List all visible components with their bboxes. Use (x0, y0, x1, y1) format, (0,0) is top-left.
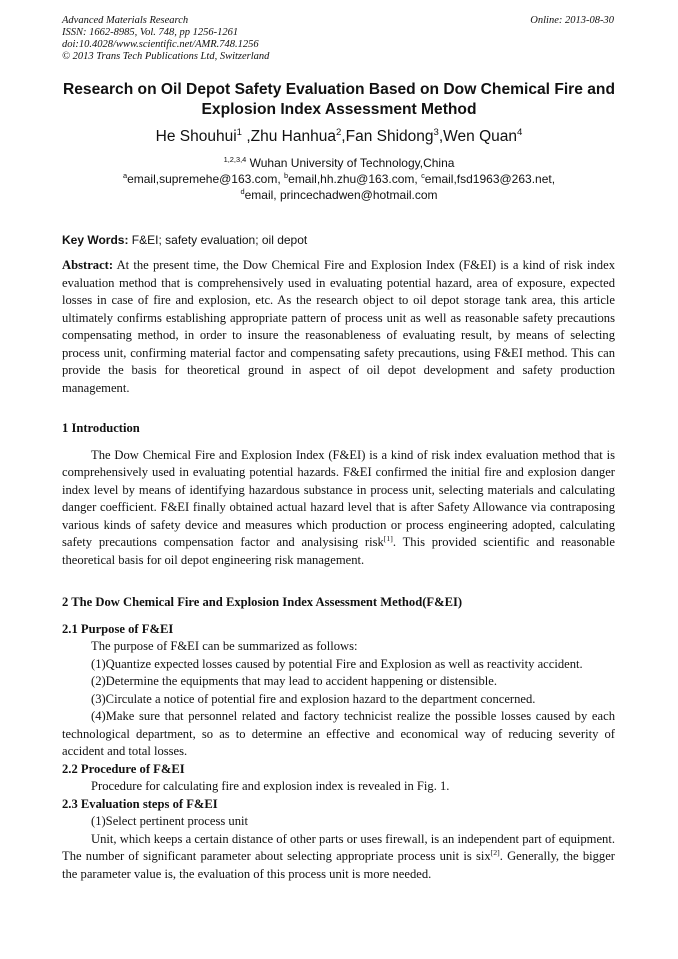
section-introduction (62, 420, 615, 569)
copyright-line: © 2013 Trans Tech Publications Ltd, Switzerland (62, 51, 270, 62)
email-c: email,fsd1963@263.net, (424, 172, 556, 186)
affiliation-block (62, 155, 616, 203)
section-heading: 2 The Dow Chemical Fire and Explosion Index Assessment Method(F&EI) (62, 595, 463, 609)
email-a: email,supremehe@163.com, (127, 172, 284, 186)
paragraph (62, 447, 615, 570)
paragraph-text: . This provided scientific and reasonable theoretical basis for oil depot engineering risk management. (62, 535, 615, 567)
paragraph-text: Unit, which keeps a certain distance of other parts or uses firewall, is an independent part of equipment. The number of significant parameter about selecting appropriate process unit is six (62, 831, 615, 863)
author-sup: 3 (433, 126, 439, 138)
list-item: (3)Circulate a notice of potential fire and explosion hazard to the department concerned. (91, 691, 536, 706)
author-name: ,Fan Shidong (341, 128, 434, 145)
doi-line: doi:10.4028/www.scientific.net/AMR.748.1256 (62, 39, 259, 50)
affiliation-text: Wuhan University of Technology,China (246, 156, 455, 170)
subsection-heading: 2.2 Procedure of F&EI (62, 761, 185, 776)
journal-header (62, 15, 269, 63)
citation: [1] (383, 533, 393, 543)
paper-title: Research on Oil Depot Safety Evaluation Based on Dow Chemical Fire and Explosion Index Assessment Method (63, 81, 615, 118)
section-method (62, 594, 615, 883)
keywords-label: Key Words: (62, 233, 129, 247)
email-sup: a (122, 171, 128, 180)
email-sup: b (284, 171, 289, 180)
email-sup: d (240, 187, 245, 196)
subsection-heading: 2.3 Evaluation steps of F&EI (62, 796, 218, 811)
author-sup: 1 (236, 126, 243, 138)
email-sup: c (421, 171, 425, 180)
paragraph (62, 831, 615, 884)
citation: [2] (490, 847, 500, 857)
author-name: He Shouhui (155, 128, 237, 145)
affiliation-sup: 1,2,3,4 (223, 155, 247, 164)
affiliation-line (62, 155, 616, 171)
email-b: email,hh.zhu@163.com, (288, 172, 422, 186)
keywords (62, 232, 307, 248)
author-sup: 4 (516, 126, 523, 138)
list-item: (1)Quantize expected losses caused by potential Fire and Explosion as well as reactivity accident. (91, 656, 583, 671)
subsection-heading: 2.1 Purpose of F&EI (62, 621, 174, 636)
abstract-text: At the present time, the Dow Chemical Fire and Explosion Index (F&EI) is a kind of risk index evaluation method that is comprehensively used in evaluating potential hazard, area of exposure, expected losses in case of fire and explosion, etc. As the research object to oil depot storage tank area, this article ultimately confirms establishing appropriate pattern of process unit as well as reasonable safety precautions compensating method, in order to insure the reasonableness of evaluating result, by means of selecting process unit, confirming material factor and compensating safety precautions, using F&EI method. This can provide the basis for theoretical ground in aspect of oil depot development and safety production management. (62, 258, 615, 395)
author-list (62, 128, 616, 146)
online-date: Online: 2013-08-30 (530, 15, 614, 26)
journal-name: Advanced Materials Research (62, 15, 189, 26)
paragraph-text: . Generally, the bigger the parameter value is, the evaluation of this process unit is more needed. (62, 849, 615, 881)
author-sup: 2 (335, 126, 342, 138)
author-name: ,Wen Quan (438, 128, 517, 145)
abstract-label: Abstract: (62, 258, 114, 272)
issn-line: ISSN: 1662-8985, Vol. 748, pp 1256-1261 (62, 27, 239, 38)
email-line-2 (62, 187, 616, 203)
paragraph-text: The Dow Chemical Fire and Explosion Index (F&EI) is a kind of risk index evaluation method that is comprehensively used in evaluating potential hazards. F&EI confirmed the initial fire and explosion danger index level by means of identifying hazardous substance in process unit, selecting materials and calculating danger coefficient. F&EI finally obtained actual hazard level that is after Safety Allowance via contraposing various kinds of safety device and measures which production or process engineering adopted, calculating safety precautions compensation factor and analysising risk (62, 447, 615, 549)
list-item: (4)Make sure that personnel related and factory technicist realize the possible losses caused by each technological department, so as to determine an effective and economical way of reducing severity of accident and total losses. (62, 709, 615, 758)
email-d: email, princechadwen@hotmail.com (244, 188, 438, 202)
list-item: (2)Determine the equipments that may lead to accident happening or distensible. (91, 674, 498, 688)
email-line-1 (62, 171, 616, 187)
section-heading: 1 Introduction (62, 421, 140, 435)
paragraph: Procedure for calculating fire and explosion index is revealed in Fig. 1. (91, 779, 450, 793)
abstract (62, 257, 615, 397)
author-name: ,Zhu Hanhua (242, 128, 336, 145)
list-item: (1)Select pertinent process unit (91, 814, 249, 828)
paragraph: The purpose of F&EI can be summarized as follows: (91, 639, 358, 653)
keywords-text: F&EI; safety evaluation; oil depot (128, 233, 308, 247)
